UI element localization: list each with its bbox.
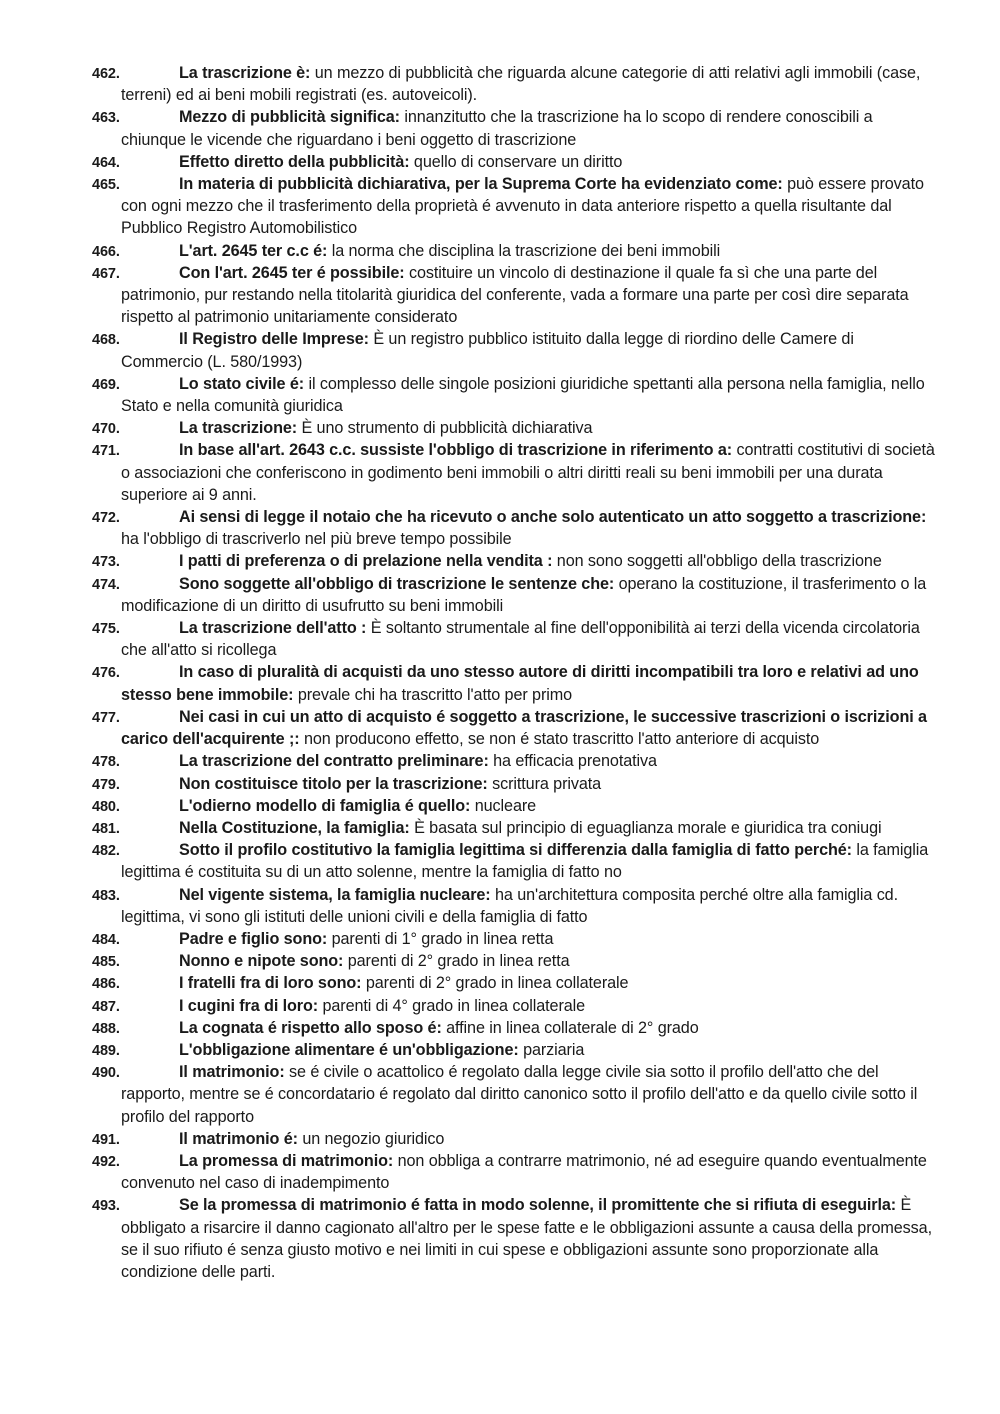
list-item xyxy=(0,439,1000,506)
item-answer: non obbliga a contrarre matrimonio, né ad eseguire quando eventualmente convenuto nel caso di inadempimento xyxy=(121,1151,927,1193)
item-number: 473. xyxy=(92,554,120,571)
list-item xyxy=(0,240,1000,262)
item-number: 472. xyxy=(92,510,120,527)
item-answer: È soltanto strumentale al fine dell'opponibilità ai terzi della vicenda circolatoria che all'atto si ricollega xyxy=(121,619,920,660)
item-answer: parenti di 1° grado in linea retta xyxy=(327,929,554,948)
item-answer: se é civile o acattolico é regolato dalla legge civile sia sotto il profilo dell'atto che del rapporto, mentre se é concordatario é regolato dal diritto canonico sotto il profilo dell'atto e da quello civile sotto il profilo del rapporto xyxy=(121,1063,918,1126)
list-item xyxy=(0,995,1000,1017)
item-answer: non sono soggetti all'obbligo della trascrizione xyxy=(552,552,882,571)
item-question: Padre e figlio sono: xyxy=(179,929,328,948)
item-answer: quello di conservare un diritto xyxy=(409,152,623,171)
item-number: 480. xyxy=(92,798,120,815)
list-item xyxy=(0,573,1000,617)
item-number: 464. xyxy=(92,154,120,171)
item-number: 483. xyxy=(92,887,120,904)
item-answer: scrittura privata xyxy=(487,774,602,793)
item-question: La trascrizione è: xyxy=(179,64,311,82)
item-number: 463. xyxy=(92,110,120,127)
item-number: 462. xyxy=(92,66,120,82)
item-answer: un negozio giuridico xyxy=(297,1129,445,1148)
item-number: 488. xyxy=(92,1020,120,1037)
item-answer: parenti di 4° grado in linea collaterale xyxy=(318,996,586,1015)
list-item xyxy=(0,972,1000,994)
list-item xyxy=(0,373,1000,417)
item-question: Sotto il profilo costitutivo la famiglia legittima si differenzia dalla famiglia di fatto perché: xyxy=(179,841,852,860)
list-item xyxy=(0,1150,1000,1194)
item-number: 484. xyxy=(92,931,120,948)
item-answer: È un registro pubblico istituito dalla legge di riordino delle Camere di Commercio (L. 580/1993) xyxy=(121,330,854,371)
item-answer: innanzitutto che la trascrizione ha lo scopo di rendere conoscibili a chiunque le vicende che riguardano i beni oggetto di trascrizione xyxy=(121,108,873,149)
item-answer: operano la costituzione, il trasferimento o la modificazione di un diritto di usufrutto su beni immobili xyxy=(121,574,927,615)
item-number: 477. xyxy=(92,709,120,726)
list-item xyxy=(0,928,1000,950)
list-item xyxy=(0,151,1000,173)
item-question: Nel vigente sistema, la famiglia nucleare: xyxy=(179,885,491,904)
item-answer: nucleare xyxy=(470,796,537,815)
item-question: Lo stato civile é: xyxy=(179,374,305,393)
item-question: I fratelli fra di loro sono: xyxy=(179,974,362,993)
item-answer: parziaria xyxy=(518,1040,585,1059)
item-answer: ha l'obbligo di trascriverlo nel più breve tempo possibile xyxy=(121,530,512,549)
item-number: 478. xyxy=(92,754,120,771)
item-answer: un mezzo di pubblicità che riguarda alcune categorie di atti relativi agli immobili (case, terreni) ed ai beni mobili registrati (es. autoveicoli). xyxy=(121,64,921,105)
item-answer: affine in linea collaterale di 2° grado xyxy=(441,1018,699,1037)
item-number: 468. xyxy=(92,332,120,349)
item-answer: parenti di 2° grado in linea retta xyxy=(343,952,570,971)
list-item xyxy=(0,1128,1000,1150)
list-item xyxy=(0,106,1000,150)
list-item xyxy=(0,1194,1000,1283)
list-item xyxy=(0,262,1000,329)
item-number: 465. xyxy=(92,177,120,194)
item-question: In materia di pubblicità dichiarativa, per la Suprema Corte ha evidenziato come: xyxy=(179,175,783,194)
item-number: 487. xyxy=(92,998,120,1015)
item-answer: ha efficacia prenotativa xyxy=(488,752,657,771)
item-question: La trascrizione del contratto preliminare: xyxy=(179,752,489,771)
item-answer: È obbligato a risarcire il danno cagionato all'altro per le spese fatte e le obbligazioni assunte a causa della promessa, se il suo rifiuto é senza giusto motivo e nei limiti in cui spese e obbligazioni assunte sono proporzionate alla condizione delle parti. xyxy=(121,1196,932,1281)
item-question: Mezzo di pubblicità significa: xyxy=(179,108,400,127)
item-question: La trascrizione dell'atto : xyxy=(179,619,367,638)
item-number: 490. xyxy=(92,1065,120,1082)
list-item xyxy=(0,661,1000,705)
item-question: Nella Costituzione, la famiglia: xyxy=(179,818,410,837)
item-answer: la norma che disciplina la trascrizione dei beni immobili xyxy=(327,241,721,260)
item-question: Il matrimonio é: xyxy=(179,1129,298,1148)
list-item xyxy=(0,417,1000,439)
list-item xyxy=(0,550,1000,572)
item-question: L'obbligazione alimentare é un'obbligazione: xyxy=(179,1040,519,1059)
item-number: 479. xyxy=(92,776,120,793)
item-question: I patti di preferenza o di prelazione nella vendita : xyxy=(179,552,553,571)
item-number: 482. xyxy=(92,843,120,860)
item-answer: non producono effetto, se non é stato trascritto l'atto anteriore di acquisto xyxy=(299,730,820,749)
item-question: In caso di pluralità di acquisti da uno stesso autore di diritti incompatibili tra loro e relativi ad uno stesso bene immobile: xyxy=(121,663,919,704)
item-question: Sono soggette all'obbligo di trascrizione le sentenze che: xyxy=(179,574,615,593)
item-number: 466. xyxy=(92,243,120,260)
list-item xyxy=(0,328,1000,372)
item-answer: prevale chi ha trascritto l'atto per primo xyxy=(293,685,573,704)
list-item xyxy=(0,706,1000,750)
document-page xyxy=(0,62,1000,1283)
item-number: 486. xyxy=(92,976,120,993)
item-question: Nei casi in cui un atto di acquisto é soggetto a trascrizione, le successive trascrizioni o iscrizioni a carico dell'acquirente ;: xyxy=(121,707,927,749)
list-item xyxy=(0,773,1000,795)
list-item xyxy=(0,795,1000,817)
item-answer: contratti costitutivi di società o associazioni che conferiscono in godimento beni immobili o altri diritti reali su beni immobili per una durata superiore ai 9 anni. xyxy=(121,441,935,504)
item-number: 493. xyxy=(92,1198,120,1215)
list-item xyxy=(0,1061,1000,1128)
item-answer: È basata sul principio di eguaglianza morale e giuridica tra coniugi xyxy=(409,818,882,837)
list-item xyxy=(0,1017,1000,1039)
item-question: Ai sensi di legge il notaio che ha ricevuto o anche solo autenticato un atto soggetto a trascrizione: xyxy=(179,508,927,527)
list-item xyxy=(0,1039,1000,1061)
list-item xyxy=(0,884,1000,928)
item-question: In base all'art. 2643 c.c. sussiste l'obbligo di trascrizione in riferimento a: xyxy=(179,441,733,460)
item-question: La promessa di matrimonio: xyxy=(179,1151,394,1170)
item-question: Il Registro delle Imprese: xyxy=(179,330,369,349)
list-item xyxy=(0,173,1000,240)
item-number: 474. xyxy=(92,576,120,593)
item-answer: può essere provato con ogni mezzo che il trasferimento della proprietà é avvenuto in data anteriore rispetto a quella risultante dal Pubblico Registro Automobilistico xyxy=(121,175,924,238)
list-item xyxy=(0,950,1000,972)
item-number: 470. xyxy=(92,421,120,438)
item-number: 471. xyxy=(92,443,120,460)
item-number: 481. xyxy=(92,820,120,837)
item-answer: costituire un vincolo di destinazione il quale fa sì che una parte del patrimonio, pur restando nella titolarità giuridica del conferente, vada a formare una parte per così dire separata rispetto al patrimonio unitariamente considerato xyxy=(121,263,909,327)
item-question: L'odierno modello di famiglia é quello: xyxy=(179,796,471,815)
item-number: 491. xyxy=(92,1131,120,1148)
item-question: Nonno e nipote sono: xyxy=(179,952,344,971)
item-question: Se la promessa di matrimonio é fatta in modo solenne, il promittente che si rifiuta di eseguirla: xyxy=(179,1196,897,1215)
item-question: L'art. 2645 ter c.c é: xyxy=(179,241,328,260)
item-answer: il complesso delle singole posizioni giuridiche spettanti alla persona nella famiglia, nello Stato e nella comunità giuridica xyxy=(121,374,925,416)
list-item xyxy=(0,62,1000,106)
item-number: 485. xyxy=(92,954,120,971)
item-question: Effetto diretto della pubblicità: xyxy=(179,152,410,171)
item-number: 489. xyxy=(92,1042,120,1059)
list-item xyxy=(0,750,1000,772)
item-number: 469. xyxy=(92,376,120,393)
item-question: Il matrimonio: xyxy=(179,1063,285,1082)
item-question: Con l'art. 2645 ter é possibile: xyxy=(179,263,405,282)
item-answer: È uno strumento di pubblicità dichiarativa xyxy=(297,419,593,438)
item-answer: parenti di 2° grado in linea collaterale xyxy=(361,974,629,993)
list-item xyxy=(0,839,1000,883)
item-answer: ha un'architettura composita perché oltre alla famiglia cd. legittima, vi sono gli istituti delle unioni civili e della famiglia di fatto xyxy=(121,885,898,926)
item-question: I cugini fra di loro: xyxy=(179,996,319,1015)
item-question: La cognata é rispetto allo sposo é: xyxy=(179,1018,442,1037)
item-question: La trascrizione: xyxy=(179,419,298,438)
list-item xyxy=(0,817,1000,839)
item-question: Non costituisce titolo per la trascrizione: xyxy=(179,774,488,793)
item-number: 467. xyxy=(92,265,120,282)
list-item xyxy=(0,506,1000,550)
item-number: 476. xyxy=(92,665,120,682)
item-answer: la famiglia legittima é costituita su di un atto solenne, mentre la famiglia di fatto no xyxy=(121,841,929,882)
list-item xyxy=(0,617,1000,661)
item-number: 475. xyxy=(92,621,120,638)
item-number: 492. xyxy=(92,1153,120,1170)
